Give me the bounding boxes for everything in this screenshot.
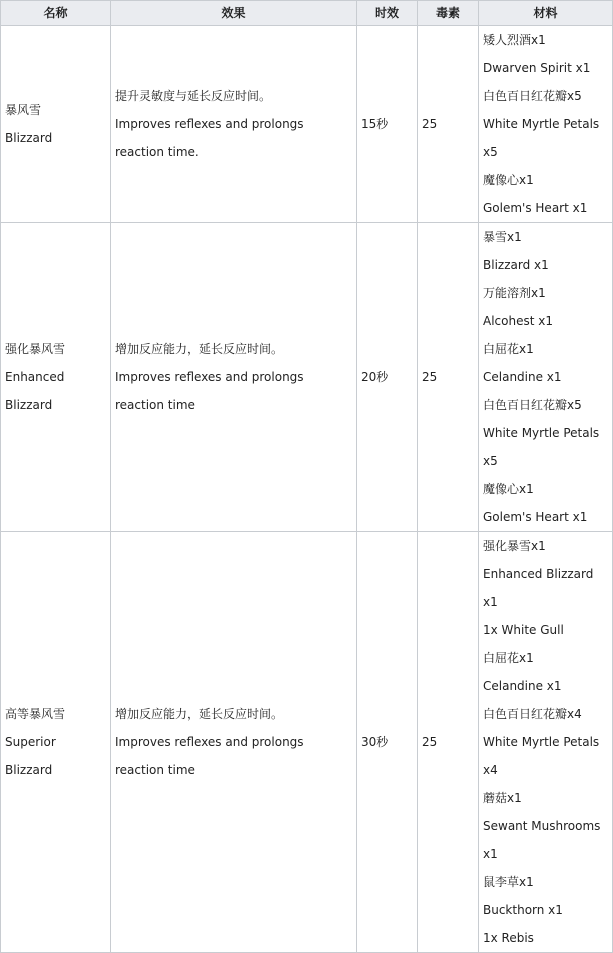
name-zh: 强化暴风雪: [5, 342, 66, 356]
effect-en: Improves reflexes and prolongs reaction time.: [115, 117, 304, 159]
material-item: White Myrtle Petals x5: [483, 117, 600, 159]
header-name: 名称: [1, 1, 111, 26]
effect-zh: 增加反应能力，延长反应时间。: [115, 707, 284, 721]
material-item: 魔像心x1: [483, 482, 534, 496]
table-row: [1, 223, 613, 532]
header-effect: 效果: [111, 1, 357, 26]
material-item: 矮人烈酒x1: [483, 33, 546, 47]
material-item: 1x Rebis: [483, 931, 534, 945]
toxicity-cell: 25: [418, 223, 479, 532]
material-item: White Myrtle Petals x5: [483, 426, 600, 468]
duration-cell: 15秒: [357, 26, 418, 223]
material-item: White Myrtle Petals x4: [483, 735, 600, 777]
materials-cell: [479, 26, 613, 223]
material-item: 鼠李草x1: [483, 875, 534, 889]
material-item: 蘑菇x1: [483, 791, 522, 805]
material-item: Buckthorn x1: [483, 903, 563, 917]
name-cell: [1, 223, 111, 532]
material-item: Sewant Mushrooms x1: [483, 819, 601, 861]
materials-cell: [479, 223, 613, 532]
material-item: 白色百日红花瓣x4: [483, 707, 582, 721]
header-toxicity: 毒素: [418, 1, 479, 26]
duration-cell: 30秒: [357, 532, 418, 953]
table-row: [1, 26, 613, 223]
material-item: 强化暴雪x1: [483, 539, 546, 553]
name-cell: [1, 532, 111, 953]
table-row: [1, 532, 613, 953]
name-zh: 暴风雪: [5, 103, 42, 117]
effect-zh: 提升灵敏度与延长反应时间。: [115, 89, 272, 103]
header-materials: 材料: [479, 1, 613, 26]
material-item: Alcohest x1: [483, 314, 553, 328]
effect-en: Improves reflexes and prolongs reaction time: [115, 735, 304, 777]
material-item: Golem's Heart x1: [483, 510, 588, 524]
material-item: Celandine x1: [483, 679, 562, 693]
effect-cell: [111, 26, 357, 223]
material-item: Dwarven Spirit x1: [483, 61, 591, 75]
material-item: Celandine x1: [483, 370, 562, 384]
name-en: Blizzard: [5, 131, 53, 145]
material-item: Enhanced Blizzard x1: [483, 567, 594, 609]
effect-en: Improves reflexes and prolongs reaction time: [115, 370, 304, 412]
toxicity-cell: 25: [418, 532, 479, 953]
duration-cell: 20秒: [357, 223, 418, 532]
name-cell: [1, 26, 111, 223]
header-duration: 时效: [357, 1, 418, 26]
name-en: Superior Blizzard: [5, 735, 56, 777]
material-item: 白屈花x1: [483, 342, 534, 356]
header-row: [1, 1, 613, 26]
name-en: Enhanced Blizzard: [5, 370, 65, 412]
effect-zh: 增加反应能力，延长反应时间。: [115, 342, 284, 356]
material-item: Blizzard x1: [483, 258, 549, 272]
name-zh: 高等暴风雪: [5, 707, 66, 721]
toxicity-cell: 25: [418, 26, 479, 223]
material-item: 魔像心x1: [483, 173, 534, 187]
material-item: Golem's Heart x1: [483, 201, 588, 215]
effect-cell: [111, 223, 357, 532]
material-item: 白色百日红花瓣x5: [483, 398, 582, 412]
effect-cell: [111, 532, 357, 953]
material-item: 白屈花x1: [483, 651, 534, 665]
material-item: 暴雪x1: [483, 230, 522, 244]
material-item: 1x White Gull: [483, 623, 564, 637]
material-item: 白色百日红花瓣x5: [483, 89, 582, 103]
materials-cell: [479, 532, 613, 953]
material-item: 万能溶剂x1: [483, 286, 546, 300]
